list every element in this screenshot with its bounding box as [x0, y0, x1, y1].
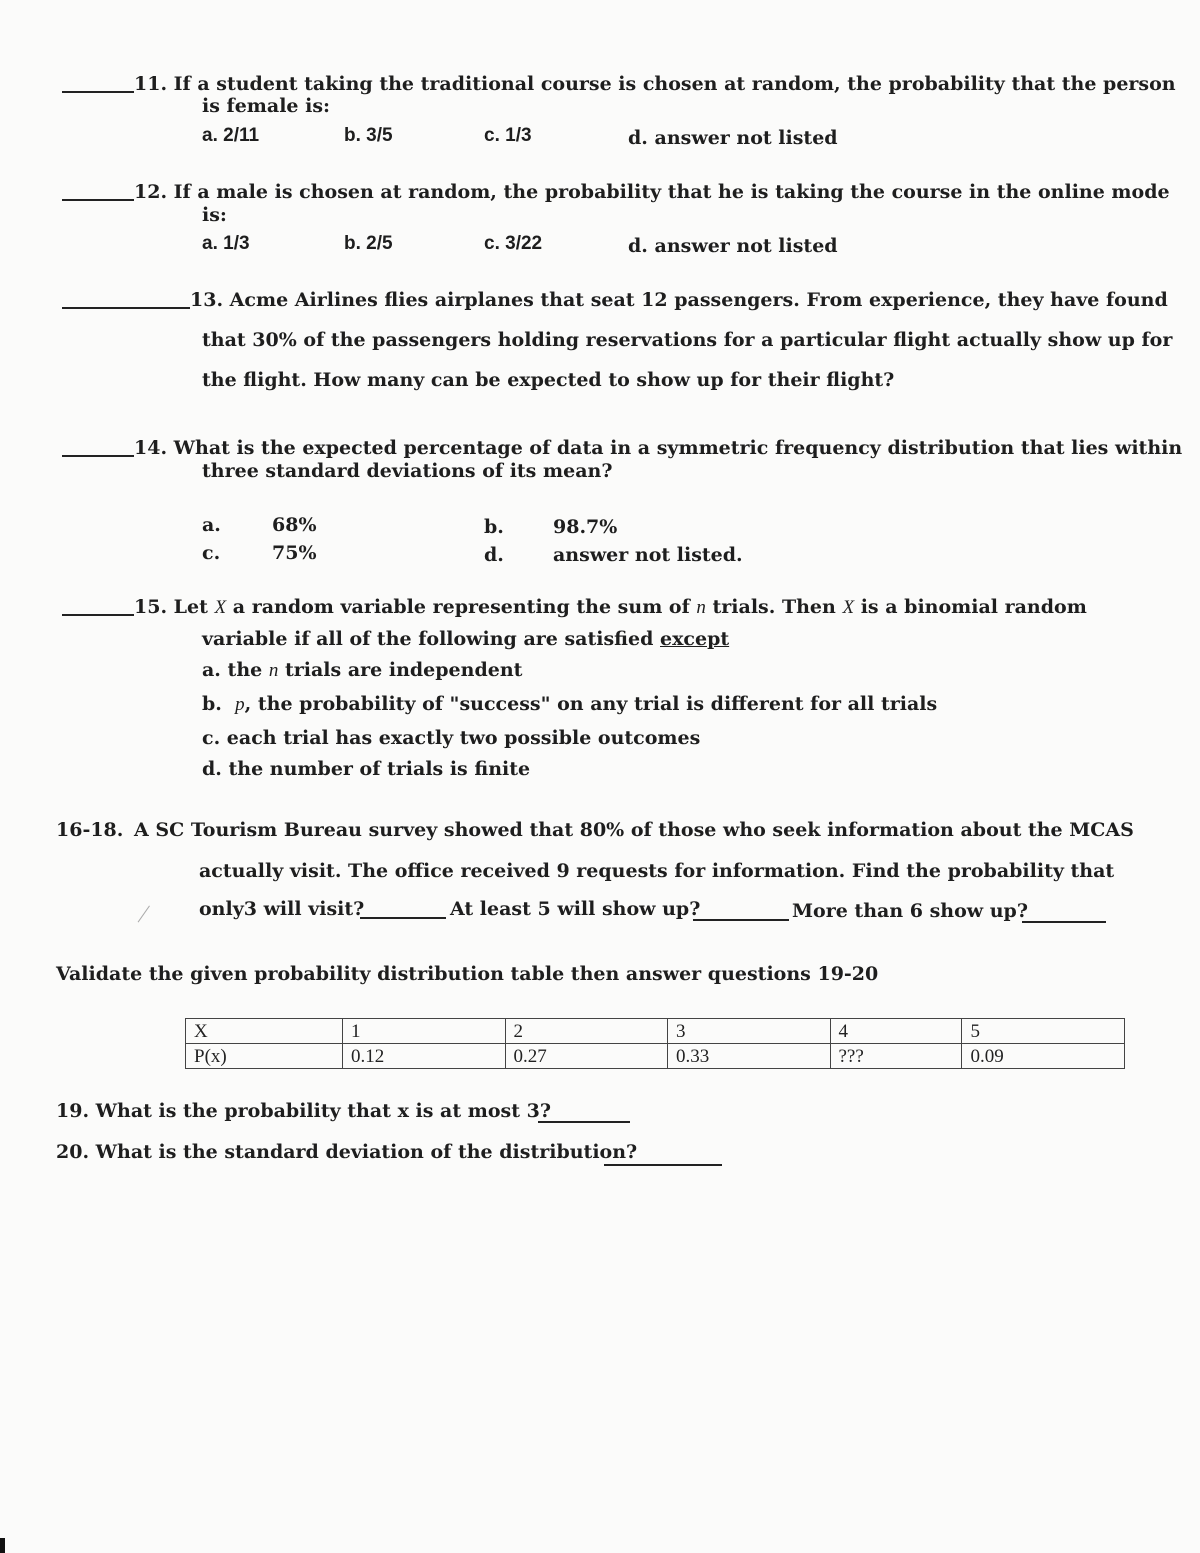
answer-blank-18[interactable]: [1022, 921, 1106, 923]
table-cell-p: 0.12: [343, 1044, 506, 1069]
q13-text-line2: that 30% of the passengers holding reservations for a particular flight actually show up for: [202, 329, 1173, 351]
table-cell-p: ???: [830, 1044, 962, 1069]
q12-option-a: a. 1/3: [202, 233, 250, 254]
q13-text-line1: 13. Acme Airlines flies airplanes that seat 12 passengers. From experience, they have found: [190, 289, 1168, 311]
q18-prompt: More than 6 show up?: [792, 900, 1028, 922]
table-row-px: [186, 1044, 1125, 1069]
answer-blank-14[interactable]: [62, 455, 134, 457]
table-cell-x: 1: [343, 1019, 506, 1044]
q19-text: 19. What is the probability that x is at most 3?: [56, 1100, 551, 1122]
q15-except-word: except: [660, 628, 730, 650]
q11-text-line1: 11. If a student taking the traditional course is chosen at random, the probability that the person: [134, 73, 1176, 95]
q11-option-c: c. 1/3: [484, 125, 532, 146]
q14-option-a-value: 68%: [272, 514, 317, 536]
answer-blank-12[interactable]: [62, 199, 134, 201]
q16-text-line2: actually visit. The office received 9 requests for information. Find the probability that: [199, 860, 1115, 882]
q14-option-b-letter: b.: [484, 516, 504, 538]
q15-text-part: is a binomial random: [860, 596, 1087, 618]
q15-variable-p: p: [235, 694, 245, 715]
q15-text-line1: [134, 596, 1087, 619]
q16-text-line1: A SC Tourism Bureau survey showed that 80% of those who seek information about the MCAS: [134, 819, 1134, 841]
q15-option-b: [202, 693, 937, 716]
table-cell-x: 2: [505, 1019, 668, 1044]
q12-option-c: c. 3/22: [484, 233, 543, 254]
q11-option-a: a. 2/11: [202, 125, 260, 146]
q14-option-a-letter: a.: [202, 514, 221, 536]
q14-text-line1: 14. What is the expected percentage of data in a symmetric frequency distribution that lies within: [134, 437, 1183, 459]
q15-variable-n: n: [696, 597, 706, 618]
q11-text-line2: is female is:: [202, 95, 331, 117]
answer-blank-19[interactable]: [538, 1121, 630, 1123]
q15-text-part: variable if all of the following are satisfied: [202, 628, 654, 650]
q16-prompt: only3 will visit?: [199, 898, 365, 920]
q14-option-b-value: 98.7%: [553, 516, 618, 538]
table-cell-p: 0.27: [505, 1044, 668, 1069]
q14-option-c-letter: c.: [202, 542, 221, 564]
table-cell-p: 0.09: [962, 1044, 1125, 1069]
q12-option-d: d. answer not listed: [628, 235, 838, 257]
scan-edge-mark: [0, 1538, 5, 1553]
answer-blank-13[interactable]: [62, 307, 190, 309]
q11-option-d: d. answer not listed: [628, 127, 838, 149]
q16-number: 16-18.: [56, 819, 124, 841]
q11-option-b: b. 3/5: [344, 125, 393, 146]
table-header-x: X: [186, 1019, 343, 1044]
table-header-px: P(x): [186, 1044, 343, 1069]
q15-text-part: a random variable representing the sum of: [232, 596, 690, 618]
q15-variable-x: X: [842, 597, 855, 618]
probability-distribution-table: [185, 1018, 1125, 1069]
q12-option-b: b. 2/5: [344, 233, 393, 254]
validate-instruction: Validate the given probability distribution table then answer questions 19-20: [56, 963, 879, 985]
q14-option-d-letter: d.: [484, 544, 504, 566]
table-cell-x: 4: [830, 1019, 962, 1044]
answer-blank-20[interactable]: [604, 1164, 722, 1166]
answer-blank-11[interactable]: [62, 91, 134, 93]
q15-option-a: [202, 659, 522, 682]
q14-text-line2: three standard deviations of its mean?: [202, 460, 613, 482]
table-row-x: [186, 1019, 1125, 1044]
q15-variable-n: n: [268, 660, 279, 681]
q15-option-b-text: , the probability of "success" on any trial is different for all trials: [244, 693, 938, 715]
q17-prompt: At least 5 will show up?: [450, 898, 701, 920]
q14-option-d-value: answer not listed.: [553, 544, 743, 566]
table-cell-x: 3: [668, 1019, 831, 1044]
q15-variable-x: X: [214, 597, 227, 618]
q15-text-part: 15. Let: [134, 596, 208, 618]
answer-blank-17[interactable]: [693, 919, 789, 921]
q15-option-d: d. the number of trials is finite: [202, 758, 531, 780]
q15-text-part: trials. Then: [712, 596, 836, 618]
table-cell-x: 5: [962, 1019, 1125, 1044]
q12-text-line2: is:: [202, 204, 227, 226]
answer-blank-15[interactable]: [62, 614, 134, 616]
answer-blank-16[interactable]: [360, 917, 446, 919]
q15-option-a-text: trials are independent: [284, 659, 523, 681]
q12-text-line1: 12. If a male is chosen at random, the probability that he is taking the course in the online mode: [134, 181, 1170, 203]
q15-option-c: c. each trial has exactly two possible outcomes: [202, 727, 701, 749]
q20-text: 20. What is the standard deviation of the distribution?: [56, 1141, 638, 1163]
table-cell-p: 0.33: [668, 1044, 831, 1069]
q15-text-line2: [202, 628, 729, 650]
q15-option-b-letter: b.: [202, 693, 222, 715]
pencil-mark: [138, 906, 162, 931]
q13-text-line3: the flight. How many can be expected to show up for their flight?: [202, 369, 895, 391]
q14-option-c-value: 75%: [272, 542, 317, 564]
q15-option-a-text: a. the: [202, 659, 263, 681]
